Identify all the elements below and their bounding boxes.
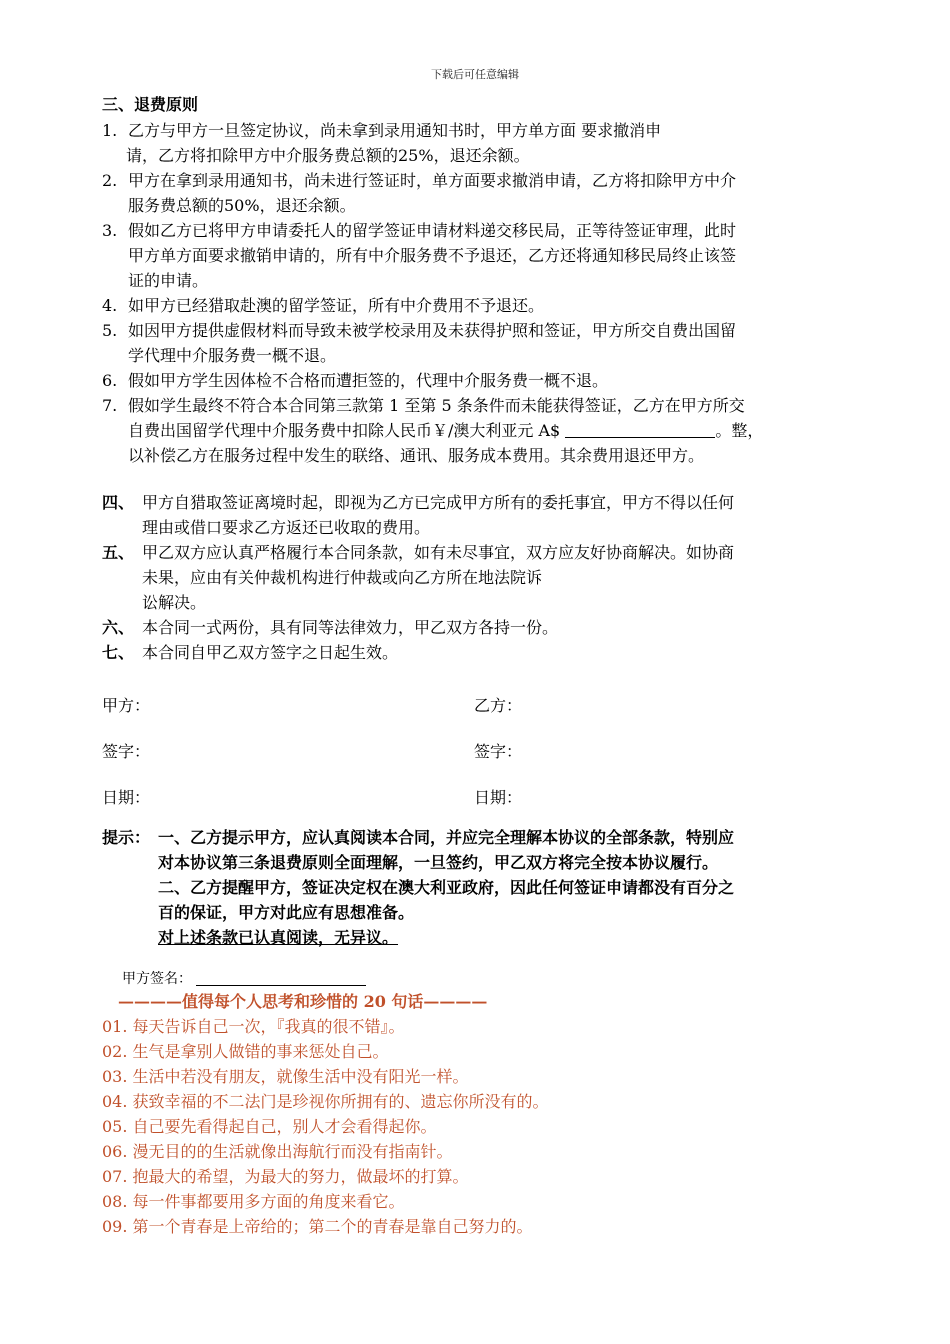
- item-number: 4.: [102, 296, 118, 315]
- item-text: 。整，: [715, 421, 764, 440]
- item-line: 证的申请。: [128, 271, 209, 290]
- quote-item: 08. 每一件事都要用多方面的角度来看它。: [102, 1192, 405, 1211]
- refund-heading: 三、退费原则: [102, 95, 199, 114]
- clause-label: 六、: [102, 618, 135, 637]
- item-line: 甲方单方面要求撤销申请的，所有中介服务费不予退还，乙方还将通知移民局终止该签: [128, 246, 737, 265]
- spacer: [102, 468, 862, 490]
- clause-5: [102, 540, 862, 615]
- item-number: 2.: [102, 171, 118, 190]
- item-line: 假如学生最终不符合本合同第三款第 1 至第 5 条条件而未能获得签证，乙方在甲方所交: [128, 396, 745, 415]
- party-b-date-field[interactable]: 日期：: [474, 787, 523, 807]
- clauses: [102, 490, 862, 665]
- refund-item-3: [102, 218, 862, 293]
- acknowledgement-text: 对上述条款已认真阅读，无异议。: [158, 928, 399, 947]
- notice-block: [102, 825, 862, 950]
- clause-line: 讼解决。: [142, 593, 207, 612]
- item-line: 如因甲方提供虚假材料而导致未被学校录用及未获得护照和签证，甲方所交自费出国留: [128, 321, 737, 340]
- party-row: [102, 681, 862, 727]
- clause-line: 理由或借口要求乙方返还已收取的费用。: [142, 518, 431, 537]
- item-number: 3.: [102, 221, 118, 240]
- notice-label: 提示：: [102, 828, 151, 847]
- clause-label: 七、: [102, 643, 135, 662]
- amount-fill-blank[interactable]: [565, 421, 715, 438]
- quote-item: 04. 获致幸福的不二法门是珍视你所拥有的、遗忘你所没有的。: [102, 1092, 549, 1111]
- item-number: 1.: [102, 121, 118, 140]
- item-line-with-blank: [128, 418, 862, 443]
- quote-item: 03. 生活中若没有朋友，就像生活中没有阳光一样。: [102, 1067, 469, 1086]
- clause-line: 甲乙双方应认真严格履行本合同条款，如有未尽事宜，双方应友好协商解决。如协商: [142, 543, 735, 562]
- page-header-note: 下载后可任意编辑: [431, 68, 519, 81]
- item-number: 6.: [102, 371, 118, 390]
- clause-line: 甲方自猎取签证离境时起，即视为乙方已完成甲方所有的委托事宜，甲方不得以任何: [142, 493, 735, 512]
- item-line: 假如甲方学生因体检不合格而遭拒签的，代理中介服务费一概不退。: [128, 371, 609, 390]
- item-line: 服务费总额的50%，退还余额。: [128, 196, 356, 215]
- refund-list: [102, 118, 862, 468]
- clause-6: [102, 615, 862, 640]
- party-a-signature-field[interactable]: 签字：: [102, 741, 151, 761]
- signature-label: 甲方签名：: [122, 971, 192, 987]
- spacer: [102, 665, 862, 681]
- quotes-title: ————值得每个人思考和珍惜的 20 句话————: [118, 992, 488, 1011]
- clause-line: 本合同自甲乙双方签字之日起生效。: [142, 643, 399, 662]
- quotes-section: [102, 990, 862, 1239]
- item-line: 如甲方已经猎取赴澳的留学签证，所有中介费用不予退还。: [128, 296, 545, 315]
- refund-item-1: [102, 118, 862, 143]
- item-line: 请，乙方将扣除甲方中介服务费总额的25%，退还余额。: [126, 146, 530, 165]
- item-line: 甲方在拿到录用通知书，尚未进行签证时，单方面要求撤消申请，乙方将扣除甲方中介: [128, 171, 737, 190]
- party-a-label[interactable]: 甲方：: [102, 695, 151, 715]
- refund-item-5: [102, 318, 862, 368]
- sign-row: [102, 727, 862, 773]
- clause-line: 本合同一式两份，具有同等法律效力，甲乙双方各持一份。: [142, 618, 559, 637]
- clause-4: [102, 490, 862, 540]
- date-row: [102, 773, 862, 819]
- quote-item: 09. 第一个青春是上帝给的；第二个的青春是靠自己努力的。: [102, 1217, 533, 1236]
- item-line: 乙方与甲方一旦签定协议，尚未拿到录用通知书时，甲方单方面 要求撤消申: [128, 121, 662, 140]
- clause-7: [102, 640, 862, 665]
- item-line: 假如乙方已将甲方申请委托人的留学签证申请材料递交移民局，正等待签证审理，此时: [128, 221, 737, 240]
- signature-block: [102, 681, 862, 819]
- clause-label: 五、: [102, 543, 135, 562]
- item-number: 7.: [102, 396, 118, 415]
- party-b-signature-field[interactable]: 签字：: [474, 741, 523, 761]
- notice-line: 一、乙方提示甲方，应认真阅读本合同，并应完全理解本协议的全部条款，特别应: [158, 828, 735, 847]
- refund-item-4: [102, 293, 862, 318]
- notice-line: 百的保证，甲方对此应有思想准备。: [158, 903, 415, 922]
- item-text: 自费出国留学代理中介服务费中扣除人民币￥/澳大利亚元 A$: [128, 421, 561, 440]
- quote-item: 02. 生气是拿别人做错的事来惩处自己。: [102, 1042, 389, 1061]
- refund-item-6: [102, 368, 862, 393]
- contract-body: [102, 92, 862, 1239]
- quote-item: 05. 自己要先看得起自己，别人才会看得起你。: [102, 1117, 437, 1136]
- notice-line: 二、乙方提醒甲方，签证决定权在澳大利亚政府，因此任何签证申请都没有百分之: [158, 878, 735, 897]
- quote-item: 01. 每天告诉自己一次，『我真的很不错』。: [102, 1017, 405, 1036]
- refund-item-7: [102, 393, 862, 468]
- item-line: 以补偿乙方在服务过程中发生的联络、通讯、服务成本费用。其余费用退还甲方。: [128, 446, 705, 465]
- refund-item-2: [102, 168, 862, 218]
- signature-blank[interactable]: [196, 970, 366, 986]
- item-line: 学代理中介服务费一概不退。: [128, 346, 337, 365]
- quote-item: 06. 漫无目的的生活就像出海航行而没有指南针。: [102, 1142, 453, 1161]
- party-a-signature-line: [102, 968, 862, 990]
- item-number: 5.: [102, 321, 118, 340]
- quote-item: 07. 抱最大的希望，为最大的努力，做最坏的打算。: [102, 1167, 469, 1186]
- party-b-label[interactable]: 乙方：: [474, 695, 523, 715]
- notice-line: 对本协议第三条退费原则全面理解，一旦签约，甲乙双方将完全按本协议履行。: [158, 853, 719, 872]
- clause-label: 四、: [102, 493, 135, 512]
- clause-line: 未果，应由有关仲裁机构进行仲裁或向乙方所在地法院诉: [142, 568, 543, 587]
- party-a-date-field[interactable]: 日期：: [102, 787, 151, 807]
